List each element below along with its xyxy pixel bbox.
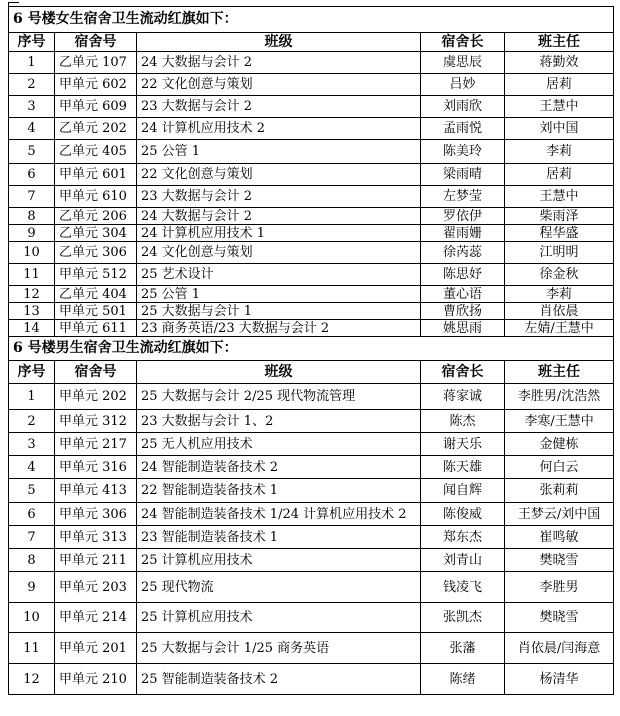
table-row <box>9 603 614 633</box>
head-teacher: 张莉莉 <box>505 479 614 503</box>
row-index: 1 <box>9 52 55 74</box>
dorm-leader: 张凯杰 <box>421 603 505 633</box>
room-number: 甲单元 316 <box>55 456 137 479</box>
table-row <box>9 286 614 303</box>
head-teacher: 左婧/王慧中 <box>505 320 614 337</box>
class-name: 25 智能制造装备技术 2 <box>137 664 421 695</box>
table-row <box>9 320 614 337</box>
class-name: 24 智能制造装备技术 2 <box>137 456 421 479</box>
room-number: 乙单元 405 <box>55 140 137 164</box>
table-row <box>9 74 614 96</box>
row-index: 2 <box>9 74 55 96</box>
dorm-leader: 左梦莹 <box>421 186 505 208</box>
head-teacher: 王慧中 <box>505 96 614 118</box>
row-index: 12 <box>9 664 55 695</box>
class-name: 25 公管 1 <box>137 286 421 303</box>
room-number: 乙单元 404 <box>55 286 137 303</box>
room-number: 甲单元 512 <box>55 264 137 286</box>
table-row <box>9 384 614 410</box>
head-teacher: 居莉 <box>505 74 614 96</box>
table-row <box>9 433 614 456</box>
header-teacher: 班主任 <box>505 361 614 384</box>
row-index: 11 <box>9 633 55 664</box>
table-row <box>9 242 614 264</box>
dorm-leader: 钱凌飞 <box>421 572 505 603</box>
head-teacher: 徐金秋 <box>505 264 614 286</box>
head-teacher: 居莉 <box>505 164 614 186</box>
header-class: 班级 <box>137 33 421 52</box>
class-name: 25 公管 1 <box>137 140 421 164</box>
room-number: 甲单元 501 <box>55 303 137 320</box>
class-name: 23 大数据与会计 2 <box>137 96 421 118</box>
table-row <box>9 186 614 208</box>
row-index: 5 <box>9 140 55 164</box>
row-index: 3 <box>9 96 55 118</box>
room-number: 乙单元 206 <box>55 208 137 225</box>
row-index: 9 <box>9 225 55 242</box>
class-name: 25 艺术设计 <box>137 264 421 286</box>
class-name: 23 大数据与会计 1、2 <box>137 410 421 433</box>
table-row <box>9 572 614 603</box>
row-index: 6 <box>9 164 55 186</box>
male-section-title: 6 号楼男生宿舍卫生流动红旗如下： <box>9 337 614 361</box>
room-number: 甲单元 611 <box>55 320 137 337</box>
row-index: 7 <box>9 526 55 549</box>
room-number: 乙单元 306 <box>55 242 137 264</box>
dorm-leader: 陈杰 <box>421 410 505 433</box>
class-name: 22 文化创意与策划 <box>137 74 421 96</box>
class-name: 25 大数据与会计 1/25 商务英语 <box>137 633 421 664</box>
room-number: 甲单元 201 <box>55 633 137 664</box>
head-teacher: 何白云 <box>505 456 614 479</box>
room-number: 甲单元 602 <box>55 74 137 96</box>
head-teacher: 李莉 <box>505 140 614 164</box>
table-row <box>9 410 614 433</box>
dorm-leader: 蒋家诚 <box>421 384 505 410</box>
dorm-leader: 刘青山 <box>421 549 505 572</box>
row-index: 4 <box>9 456 55 479</box>
table-row <box>9 118 614 140</box>
dorm-leader: 虞思辰 <box>421 52 505 74</box>
room-number: 甲单元 214 <box>55 603 137 633</box>
table-row <box>9 303 614 320</box>
table-row <box>9 225 614 242</box>
dorm-leader: 罗依伊 <box>421 208 505 225</box>
row-index: 8 <box>9 549 55 572</box>
dorm-leader: 陈思妤 <box>421 264 505 286</box>
room-number: 甲单元 312 <box>55 410 137 433</box>
class-name: 25 计算机应用技术 <box>137 549 421 572</box>
room-number: 甲单元 203 <box>55 572 137 603</box>
head-teacher: 柴雨泽 <box>505 208 614 225</box>
room-number: 乙单元 107 <box>55 52 137 74</box>
header-class: 班级 <box>137 361 421 384</box>
class-name: 24 大数据与会计 2 <box>137 52 421 74</box>
class-name: 25 大数据与会计 2/25 现代物流管理 <box>137 384 421 410</box>
row-index: 10 <box>9 603 55 633</box>
table-row <box>9 164 614 186</box>
head-teacher: 李胜男/沈浩然 <box>505 384 614 410</box>
dorm-leader: 郑东杰 <box>421 526 505 549</box>
table-row <box>9 503 614 526</box>
room-number: 甲单元 210 <box>55 664 137 695</box>
row-index: 7 <box>9 186 55 208</box>
class-name: 24 计算机应用技术 1 <box>137 225 421 242</box>
dorm-leader: 陈绪 <box>421 664 505 695</box>
room-number: 甲单元 601 <box>55 164 137 186</box>
table-row <box>9 52 614 74</box>
head-teacher: 肖依晨 <box>505 303 614 320</box>
dorm-leader: 翟雨姗 <box>421 225 505 242</box>
head-teacher: 樊晓雪 <box>505 603 614 633</box>
head-teacher: 李胜男 <box>505 572 614 603</box>
head-teacher: 李寒/王慧中 <box>505 410 614 433</box>
row-index: 4 <box>9 118 55 140</box>
class-name: 24 文化创意与策划 <box>137 242 421 264</box>
table-row <box>9 633 614 664</box>
row-index: 8 <box>9 208 55 225</box>
dorm-leader: 陈美玲 <box>421 140 505 164</box>
dorm-leader: 董心语 <box>421 286 505 303</box>
dorm-leader: 孟雨悦 <box>421 118 505 140</box>
header-room: 宿舍号 <box>55 361 137 384</box>
row-index: 2 <box>9 410 55 433</box>
room-number: 乙单元 202 <box>55 118 137 140</box>
class-name: 23 大数据与会计 2 <box>137 186 421 208</box>
header-leader: 宿舍长 <box>421 361 505 384</box>
male-section <box>9 337 614 695</box>
dorm-leader: 张藩 <box>421 633 505 664</box>
head-teacher: 王梦云/刘中国 <box>505 503 614 526</box>
row-index: 6 <box>9 503 55 526</box>
row-index: 14 <box>9 320 55 337</box>
class-name: 24 智能制造装备技术 1/24 计算机应用技术 2 <box>137 503 421 526</box>
dorm-leader: 陈俊威 <box>421 503 505 526</box>
row-index: 13 <box>9 303 55 320</box>
class-name: 22 文化创意与策划 <box>137 164 421 186</box>
dorm-leader: 谢天乐 <box>421 433 505 456</box>
table-row <box>9 664 614 695</box>
dorm-leader: 曹欣扬 <box>421 303 505 320</box>
dorm-leader: 闻自辉 <box>421 479 505 503</box>
dorm-leader: 陈天雄 <box>421 456 505 479</box>
room-number: 甲单元 413 <box>55 479 137 503</box>
table-row <box>9 96 614 118</box>
head-teacher: 程华盛 <box>505 225 614 242</box>
female-section-title: 6 号楼女生宿舍卫生流动红旗如下： <box>9 7 614 33</box>
table-row <box>9 549 614 572</box>
dorm-leader: 徐芮蕊 <box>421 242 505 264</box>
dorm-leader: 吕妙 <box>421 74 505 96</box>
table-row <box>9 526 614 549</box>
class-name: 25 计算机应用技术 <box>137 603 421 633</box>
class-name: 23 智能制造装备技术 1 <box>137 526 421 549</box>
red-flag-table <box>8 6 614 695</box>
dorm-leader: 刘雨欣 <box>421 96 505 118</box>
class-name: 23 商务英语/23 大数据与会计 2 <box>137 320 421 337</box>
header-teacher: 班主任 <box>505 33 614 52</box>
header-room: 宿舍号 <box>55 33 137 52</box>
class-name: 24 大数据与会计 2 <box>137 208 421 225</box>
class-name: 24 计算机应用技术 2 <box>137 118 421 140</box>
head-teacher: 崔鸣敏 <box>505 526 614 549</box>
header-index: 序号 <box>9 33 55 52</box>
room-number: 甲单元 217 <box>55 433 137 456</box>
room-number: 甲单元 609 <box>55 96 137 118</box>
head-teacher: 樊晓雪 <box>505 549 614 572</box>
header-leader: 宿舍长 <box>421 33 505 52</box>
row-index: 9 <box>9 572 55 603</box>
head-teacher: 刘中国 <box>505 118 614 140</box>
head-teacher: 肖依晨/闫海意 <box>505 633 614 664</box>
room-number: 甲单元 306 <box>55 503 137 526</box>
row-index: 3 <box>9 433 55 456</box>
female-header-row <box>9 33 614 52</box>
row-index: 5 <box>9 479 55 503</box>
row-index: 11 <box>9 264 55 286</box>
head-teacher: 李莉 <box>505 286 614 303</box>
row-index: 1 <box>9 384 55 410</box>
class-name: 25 无人机应用技术 <box>137 433 421 456</box>
room-number: 甲单元 313 <box>55 526 137 549</box>
head-teacher: 蒋勤效 <box>505 52 614 74</box>
header-index: 序号 <box>9 361 55 384</box>
male-header-row <box>9 361 614 384</box>
head-teacher: 杨清华 <box>505 664 614 695</box>
head-teacher: 金健栋 <box>505 433 614 456</box>
document-page <box>8 6 613 695</box>
table-row <box>9 479 614 503</box>
dorm-leader: 梁雨晴 <box>421 164 505 186</box>
table-row <box>9 140 614 164</box>
head-teacher: 江明明 <box>505 242 614 264</box>
room-number: 甲单元 202 <box>55 384 137 410</box>
row-index: 12 <box>9 286 55 303</box>
room-number: 甲单元 610 <box>55 186 137 208</box>
head-teacher: 王慧中 <box>505 186 614 208</box>
table-row <box>9 264 614 286</box>
table-row <box>9 208 614 225</box>
dorm-leader: 姚思雨 <box>421 320 505 337</box>
room-number: 乙单元 304 <box>55 225 137 242</box>
class-name: 22 智能制造装备技术 1 <box>137 479 421 503</box>
female-section <box>9 7 614 337</box>
class-name: 25 现代物流 <box>137 572 421 603</box>
class-name: 25 大数据与会计 1 <box>137 303 421 320</box>
room-number: 甲单元 211 <box>55 549 137 572</box>
row-index: 10 <box>9 242 55 264</box>
table-row <box>9 456 614 479</box>
